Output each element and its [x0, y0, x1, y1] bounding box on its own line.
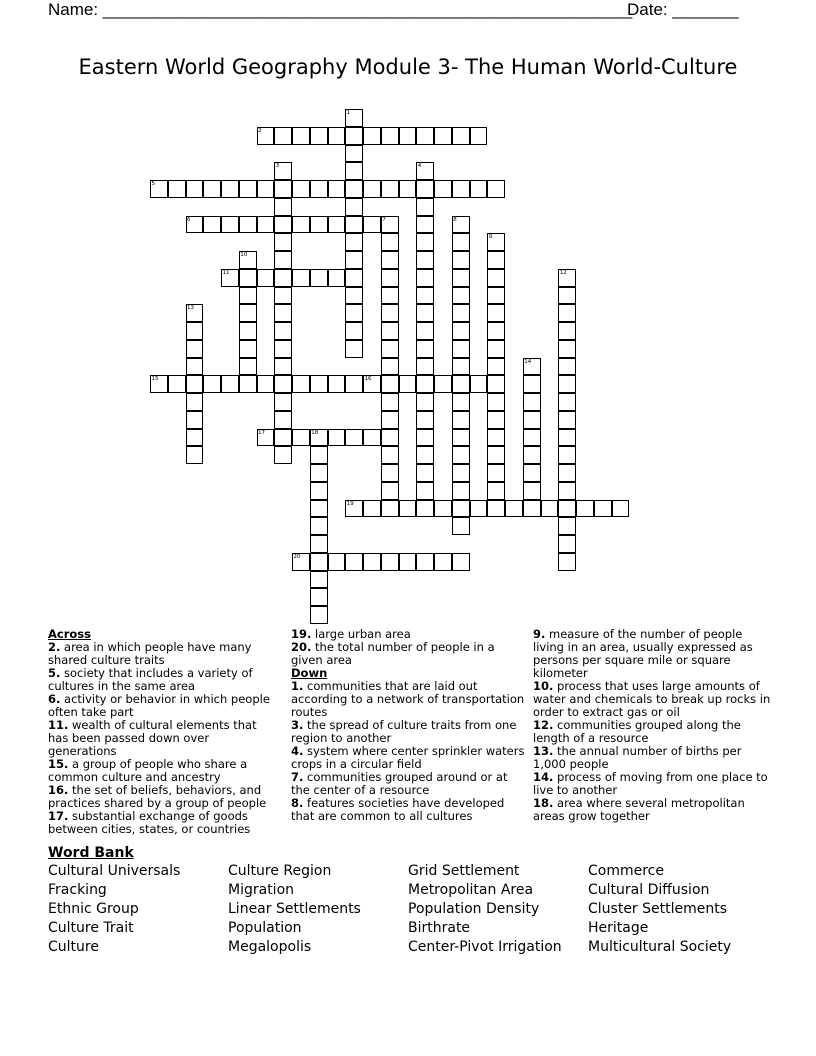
- grid-cell[interactable]: [381, 393, 399, 411]
- grid-cell[interactable]: [558, 375, 576, 393]
- grid-cell[interactable]: [487, 358, 505, 376]
- clue-across-15: 15. a group of people who share a common culture and ancestry: [48, 757, 248, 784]
- clue-number-label: 5: [151, 181, 155, 187]
- grid-cell[interactable]: [292, 429, 310, 447]
- clue-number-label: 17: [258, 429, 265, 436]
- grid-cell[interactable]: [505, 500, 523, 518]
- word-bank-item: Heritage: [588, 920, 649, 936]
- clue-down-1: 1. communities that are laid out according to a network of transportation routes: [291, 679, 525, 719]
- grid-cell[interactable]: [487, 429, 505, 447]
- grid-cell[interactable]: [345, 145, 363, 163]
- grid-cell[interactable]: [452, 233, 470, 251]
- grid-cell[interactable]: [452, 517, 470, 535]
- grid-cell[interactable]: [452, 269, 470, 287]
- clue-down-13: 13. the annual number of births per 1,000 people: [533, 744, 742, 771]
- clue-column-3: [533, 628, 773, 823]
- grid-cell[interactable]: [452, 358, 470, 376]
- clue-across-20: 20. the total number of people in a given area: [291, 640, 495, 667]
- grid-cell[interactable]: [274, 411, 292, 429]
- grid-cell[interactable]: [399, 375, 417, 393]
- grid-cell[interactable]: [239, 269, 257, 287]
- grid-cell[interactable]: [381, 233, 399, 251]
- clue-number-label: 19: [346, 500, 354, 507]
- grid-cell[interactable]: [416, 482, 434, 500]
- grid-cell[interactable]: [487, 500, 505, 518]
- grid-cell[interactable]: [239, 375, 257, 393]
- grid-cell[interactable]: [452, 464, 470, 482]
- grid-cell[interactable]: [363, 127, 381, 145]
- clue-down-4: 4. system where center sprinkler waters crops in a circular field: [291, 744, 525, 771]
- grid-cell[interactable]: [292, 269, 310, 287]
- grid-cell[interactable]: [274, 429, 292, 447]
- grid-cell[interactable]: [399, 127, 417, 145]
- grid-cell[interactable]: [416, 233, 434, 251]
- grid-cell[interactable]: [452, 411, 470, 429]
- grid-cell[interactable]: [363, 429, 381, 447]
- grid-cell[interactable]: [416, 127, 434, 145]
- grid-cell[interactable]: [203, 180, 221, 198]
- grid-cell[interactable]: [328, 216, 346, 234]
- grid-cell[interactable]: [328, 269, 346, 287]
- clue-number-label: 2: [258, 127, 262, 134]
- grid-cell[interactable]: [381, 553, 399, 571]
- grid-cell[interactable]: [541, 500, 559, 518]
- grid-cell[interactable]: [221, 375, 239, 393]
- grid-cell[interactable]: [399, 180, 417, 198]
- grid-cell[interactable]: [487, 446, 505, 464]
- grid-cell[interactable]: [274, 375, 292, 393]
- grid-cell[interactable]: [381, 180, 399, 198]
- grid-cell[interactable]: [168, 375, 186, 393]
- word-bank-item: Grid Settlement: [408, 863, 520, 879]
- grid-cell[interactable]: [416, 304, 434, 322]
- grid-cell[interactable]: [416, 216, 434, 234]
- grid-cell[interactable]: [381, 375, 399, 393]
- grid-cell[interactable]: [345, 304, 363, 322]
- grid-cell[interactable]: [203, 216, 221, 234]
- grid-cell[interactable]: [399, 500, 417, 518]
- clue-number-label: 6: [187, 216, 191, 223]
- page-title: Eastern World Geography Module 3- The Human World-Culture: [78, 55, 738, 79]
- grid-cell[interactable]: [292, 375, 310, 393]
- grid-cell[interactable]: [381, 287, 399, 305]
- word-bank-item: Culture: [48, 939, 99, 955]
- grid-cell[interactable]: [434, 375, 452, 393]
- grid-cell[interactable]: [558, 535, 576, 553]
- grid-cell[interactable]: [310, 517, 328, 535]
- grid-cell[interactable]: [416, 411, 434, 429]
- clue-down-12: 12. communities grouped along the length of a resource: [533, 718, 741, 745]
- grid-cell[interactable]: [381, 304, 399, 322]
- clue-down-9: 9. measure of the number of people living in an area, usually expressed as persons per square mile or square kilometer: [533, 627, 753, 680]
- grid-cell[interactable]: [310, 127, 328, 145]
- grid-cell[interactable]: [452, 180, 470, 198]
- clue-number-label: 7: [382, 216, 386, 223]
- grid-cell[interactable]: [487, 464, 505, 482]
- grid-cell[interactable]: [487, 411, 505, 429]
- grid-cell[interactable]: [558, 446, 576, 464]
- across-heading: Across: [48, 627, 91, 641]
- grid-cell[interactable]: [470, 375, 488, 393]
- grid-cell[interactable]: [558, 464, 576, 482]
- grid-cell[interactable]: [168, 180, 186, 198]
- grid-cell[interactable]: [328, 127, 346, 145]
- grid-cell[interactable]: [310, 180, 328, 198]
- grid-cell[interactable]: [381, 464, 399, 482]
- grid-cell[interactable]: [274, 198, 292, 216]
- word-bank-item: Megalopolis: [228, 939, 312, 955]
- grid-cell[interactable]: [416, 446, 434, 464]
- grid-cell[interactable]: [328, 375, 346, 393]
- grid-cell[interactable]: [363, 553, 381, 571]
- grid-cell[interactable]: [274, 322, 292, 340]
- grid-cell[interactable]: [452, 322, 470, 340]
- clue-number-label: 18: [311, 429, 319, 436]
- grid-cell[interactable]: [416, 180, 434, 198]
- grid-cell[interactable]: [345, 340, 363, 358]
- grid-cell[interactable]: [381, 358, 399, 376]
- grid-cell[interactable]: [239, 180, 257, 198]
- grid-cell[interactable]: [345, 180, 363, 198]
- grid-cell[interactable]: [257, 375, 275, 393]
- word-bank-item: Center-Pivot Irrigation: [408, 939, 562, 955]
- clue-down-14: 14. process of moving from one place to live to another: [533, 770, 768, 797]
- grid-cell[interactable]: [239, 358, 257, 376]
- clue-down-7: 7. communities grouped around or at the center of a resource: [291, 770, 508, 797]
- clue-number-label: 10: [240, 252, 248, 258]
- word-bank-item: Population Density: [408, 901, 540, 917]
- grid-cell[interactable]: [292, 127, 310, 145]
- grid-cell[interactable]: [558, 482, 576, 500]
- clue-number-label: 1: [346, 110, 351, 116]
- grid-cell[interactable]: [523, 500, 541, 518]
- grid-cell[interactable]: [523, 393, 541, 411]
- grid-cell[interactable]: [523, 429, 541, 447]
- clue-across-2: 2. area in which people have many shared culture traits: [48, 640, 252, 667]
- word-bank-item: Cultural Diffusion: [588, 882, 710, 898]
- grid-cell[interactable]: [416, 269, 434, 287]
- grid-cell[interactable]: [310, 375, 328, 393]
- grid-cell[interactable]: [487, 393, 505, 411]
- grid-cell[interactable]: [523, 482, 541, 500]
- grid-cell[interactable]: [328, 180, 346, 198]
- word-bank-item: Birthrate: [408, 920, 471, 936]
- grid-cell[interactable]: [310, 464, 328, 482]
- grid-cell[interactable]: [274, 180, 292, 198]
- grid-cell[interactable]: [452, 304, 470, 322]
- grid-cell[interactable]: [452, 127, 470, 145]
- grid-cell[interactable]: [310, 269, 328, 287]
- grid-cell[interactable]: [328, 553, 346, 571]
- grid-cell[interactable]: [381, 482, 399, 500]
- clue-number-label: 16: [364, 376, 372, 383]
- grid-cell[interactable]: [186, 393, 204, 411]
- grid-cell[interactable]: [487, 322, 505, 340]
- grid-cell[interactable]: [416, 429, 434, 447]
- grid-cell[interactable]: [274, 304, 292, 322]
- grid-cell[interactable]: [416, 393, 434, 411]
- clue-down-8: 8. features societies have developed that are common to all cultures: [291, 796, 505, 823]
- grid-cell[interactable]: [221, 216, 239, 234]
- grid-cell[interactable]: [310, 446, 328, 464]
- clue-across-16: 16. the set of beliefs, behaviors, and practices shared by a group of people: [48, 783, 267, 810]
- grid-cell[interactable]: [558, 411, 576, 429]
- grid-cell[interactable]: [381, 411, 399, 429]
- grid-cell[interactable]: [274, 127, 292, 145]
- grid-cell[interactable]: [345, 429, 363, 447]
- grid-cell[interactable]: [345, 269, 363, 287]
- word-bank-item: Metropolitan Area: [408, 882, 534, 898]
- grid-cell[interactable]: [239, 340, 257, 358]
- grid-cell[interactable]: [363, 216, 381, 234]
- word-bank-item: Multicultural Society: [588, 939, 732, 955]
- grid-cell[interactable]: [612, 500, 630, 518]
- grid-cell[interactable]: [345, 553, 363, 571]
- grid-cell[interactable]: [487, 482, 505, 500]
- grid-cell[interactable]: [558, 287, 576, 305]
- word-bank-item: Commerce: [588, 863, 664, 879]
- grid-cell[interactable]: [274, 446, 292, 464]
- grid-cell[interactable]: [292, 216, 310, 234]
- clue-across-11: 11. wealth of cultural elements that has been passed down over generations: [48, 718, 257, 758]
- clue-across-19: 19. large urban area: [291, 627, 411, 641]
- grid-cell[interactable]: [310, 588, 328, 606]
- clue-down-3: 3. the spread of culture traits from one region to another: [291, 718, 517, 745]
- grid-cell[interactable]: [558, 500, 576, 518]
- word-bank-title: Word Bank: [48, 845, 134, 861]
- clue-column-2: [291, 628, 526, 823]
- clue-column-1: [48, 628, 278, 836]
- clue-number-label: 3: [275, 163, 280, 170]
- grid-cell[interactable]: [452, 446, 470, 464]
- grid-cell[interactable]: [310, 216, 328, 234]
- grid-cell[interactable]: [186, 180, 204, 198]
- grid-cell[interactable]: [274, 233, 292, 251]
- grid-cell[interactable]: [345, 216, 363, 234]
- grid-cell[interactable]: [274, 269, 292, 287]
- grid-cell[interactable]: [558, 553, 576, 571]
- clue-number-label: 9: [488, 234, 493, 241]
- grid-cell[interactable]: [186, 358, 204, 376]
- grid-cell[interactable]: [363, 180, 381, 198]
- clue-number-label: 13: [187, 305, 194, 312]
- grid-cell[interactable]: [381, 429, 399, 447]
- grid-cell[interactable]: [186, 322, 204, 340]
- grid-cell[interactable]: [381, 446, 399, 464]
- grid-cell[interactable]: [345, 251, 363, 269]
- grid-cell[interactable]: [381, 500, 399, 518]
- clue-across-6: 6. activity or behavior in which people often take part: [48, 692, 270, 719]
- grid-cell[interactable]: [470, 500, 488, 518]
- grid-cell[interactable]: [310, 535, 328, 553]
- grid-cell[interactable]: [594, 500, 612, 518]
- grid-cell[interactable]: [452, 287, 470, 305]
- grid-cell[interactable]: [381, 127, 399, 145]
- grid-cell[interactable]: [416, 198, 434, 216]
- name-field-line[interactable]: Name: ________________________________________________________: [48, 0, 633, 19]
- grid-cell[interactable]: [558, 393, 576, 411]
- grid-cell[interactable]: [363, 500, 381, 518]
- grid-cell[interactable]: [203, 375, 221, 393]
- word-bank-item: Population: [228, 920, 302, 936]
- grid-cell[interactable]: [345, 322, 363, 340]
- grid-cell[interactable]: [452, 553, 470, 571]
- clue-number-label: 20: [293, 553, 301, 560]
- grid-cell[interactable]: [452, 500, 470, 518]
- clue-down-18: 18. area where several metropolitan areas grow together: [533, 796, 745, 823]
- clue-across-17: 17. substantial exchange of goods between cities, states, or countries: [48, 809, 251, 836]
- grid-cell[interactable]: [274, 393, 292, 411]
- grid-cell[interactable]: [381, 251, 399, 269]
- grid-cell[interactable]: [345, 375, 363, 393]
- grid-cell[interactable]: [452, 375, 470, 393]
- word-bank-item: Culture Region: [228, 863, 332, 879]
- grid-cell[interactable]: [452, 251, 470, 269]
- grid-cell[interactable]: [345, 287, 363, 305]
- grid-cell[interactable]: [452, 429, 470, 447]
- word-bank-item: Cultural Universals: [48, 863, 181, 879]
- clue-number-label: 12: [559, 269, 567, 276]
- grid-cell[interactable]: [487, 251, 505, 269]
- grid-cell[interactable]: [523, 375, 541, 393]
- grid-cell[interactable]: [257, 180, 275, 198]
- grid-cell[interactable]: [186, 375, 204, 393]
- word-bank-item: Culture Trait: [48, 920, 134, 936]
- grid-cell[interactable]: [416, 340, 434, 358]
- grid-cell[interactable]: [310, 500, 328, 518]
- grid-cell[interactable]: [292, 180, 310, 198]
- grid-cell[interactable]: [487, 269, 505, 287]
- grid-cell[interactable]: [186, 340, 204, 358]
- grid-cell[interactable]: [274, 287, 292, 305]
- down-heading: Down: [291, 666, 328, 680]
- word-bank-item: Migration: [228, 882, 295, 898]
- grid-cell[interactable]: [345, 162, 363, 180]
- grid-cell[interactable]: [558, 429, 576, 447]
- grid-cell[interactable]: [434, 180, 452, 198]
- grid-cell[interactable]: [186, 429, 204, 447]
- grid-cell[interactable]: [381, 322, 399, 340]
- grid-cell[interactable]: [452, 340, 470, 358]
- grid-cell[interactable]: [487, 304, 505, 322]
- grid-cell[interactable]: [558, 358, 576, 376]
- grid-cell[interactable]: [470, 127, 488, 145]
- word-bank-item: Linear Settlements: [228, 901, 361, 917]
- grid-cell[interactable]: [257, 216, 275, 234]
- grid-cell[interactable]: [310, 482, 328, 500]
- grid-cell[interactable]: [576, 500, 594, 518]
- grid-cell[interactable]: [221, 180, 239, 198]
- clue-number-label: 4: [417, 163, 422, 170]
- grid-cell[interactable]: [434, 553, 452, 571]
- word-bank-item: Cluster Settlements: [588, 901, 728, 917]
- grid-cell[interactable]: [186, 446, 204, 464]
- grid-cell[interactable]: [416, 251, 434, 269]
- grid-cell[interactable]: [487, 340, 505, 358]
- grid-cell[interactable]: [523, 446, 541, 464]
- grid-cell[interactable]: [558, 304, 576, 322]
- grid-cell[interactable]: [239, 322, 257, 340]
- grid-cell[interactable]: [487, 375, 505, 393]
- grid-cell[interactable]: [274, 340, 292, 358]
- grid-cell[interactable]: [345, 198, 363, 216]
- clue-number-label: 8: [453, 216, 457, 223]
- grid-cell[interactable]: [186, 411, 204, 429]
- grid-cell[interactable]: [416, 464, 434, 482]
- grid-cell[interactable]: [416, 322, 434, 340]
- grid-cell[interactable]: [274, 251, 292, 269]
- grid-cell[interactable]: [416, 358, 434, 376]
- grid-cell[interactable]: [416, 553, 434, 571]
- grid-cell[interactable]: [310, 553, 328, 571]
- grid-cell[interactable]: [381, 340, 399, 358]
- clue-number-label: 14: [524, 358, 532, 365]
- grid-cell[interactable]: [381, 269, 399, 287]
- grid-cell[interactable]: [399, 553, 417, 571]
- grid-cell[interactable]: [239, 216, 257, 234]
- grid-cell[interactable]: [274, 358, 292, 376]
- grid-cell[interactable]: [434, 127, 452, 145]
- word-bank-item: Ethnic Group: [48, 901, 139, 917]
- grid-cell[interactable]: [434, 500, 452, 518]
- grid-cell[interactable]: [310, 571, 328, 589]
- grid-cell[interactable]: [416, 375, 434, 393]
- grid-cell[interactable]: [487, 180, 505, 198]
- grid-cell[interactable]: [310, 606, 328, 624]
- grid-cell[interactable]: [257, 269, 275, 287]
- clue-down-10: 10. process that uses large amounts of water and chemicals to break up rocks in order to extract gas or oil: [533, 679, 771, 719]
- date-field-line[interactable]: Date: _______: [627, 0, 739, 19]
- clue-across-5: 5. society that includes a variety of cultures in the same area: [48, 666, 253, 693]
- grid-cell[interactable]: [345, 127, 363, 145]
- grid-cell[interactable]: [487, 287, 505, 305]
- grid-cell[interactable]: [452, 482, 470, 500]
- grid-cell[interactable]: [239, 304, 257, 322]
- word-bank-item: Fracking: [48, 882, 107, 898]
- grid-cell[interactable]: [558, 322, 576, 340]
- grid-cell[interactable]: [558, 340, 576, 358]
- grid-cell[interactable]: [345, 233, 363, 251]
- grid-cell[interactable]: [470, 180, 488, 198]
- grid-cell[interactable]: [523, 464, 541, 482]
- grid-cell[interactable]: [328, 429, 346, 447]
- grid-cell[interactable]: [239, 287, 257, 305]
- grid-cell[interactable]: [274, 216, 292, 234]
- grid-cell[interactable]: [416, 500, 434, 518]
- grid-cell[interactable]: [558, 517, 576, 535]
- clue-number-label: 11: [222, 269, 230, 276]
- clue-number-label: 15: [151, 376, 159, 383]
- grid-cell[interactable]: [416, 287, 434, 305]
- grid-cell[interactable]: [523, 411, 541, 429]
- grid-cell[interactable]: [452, 393, 470, 411]
